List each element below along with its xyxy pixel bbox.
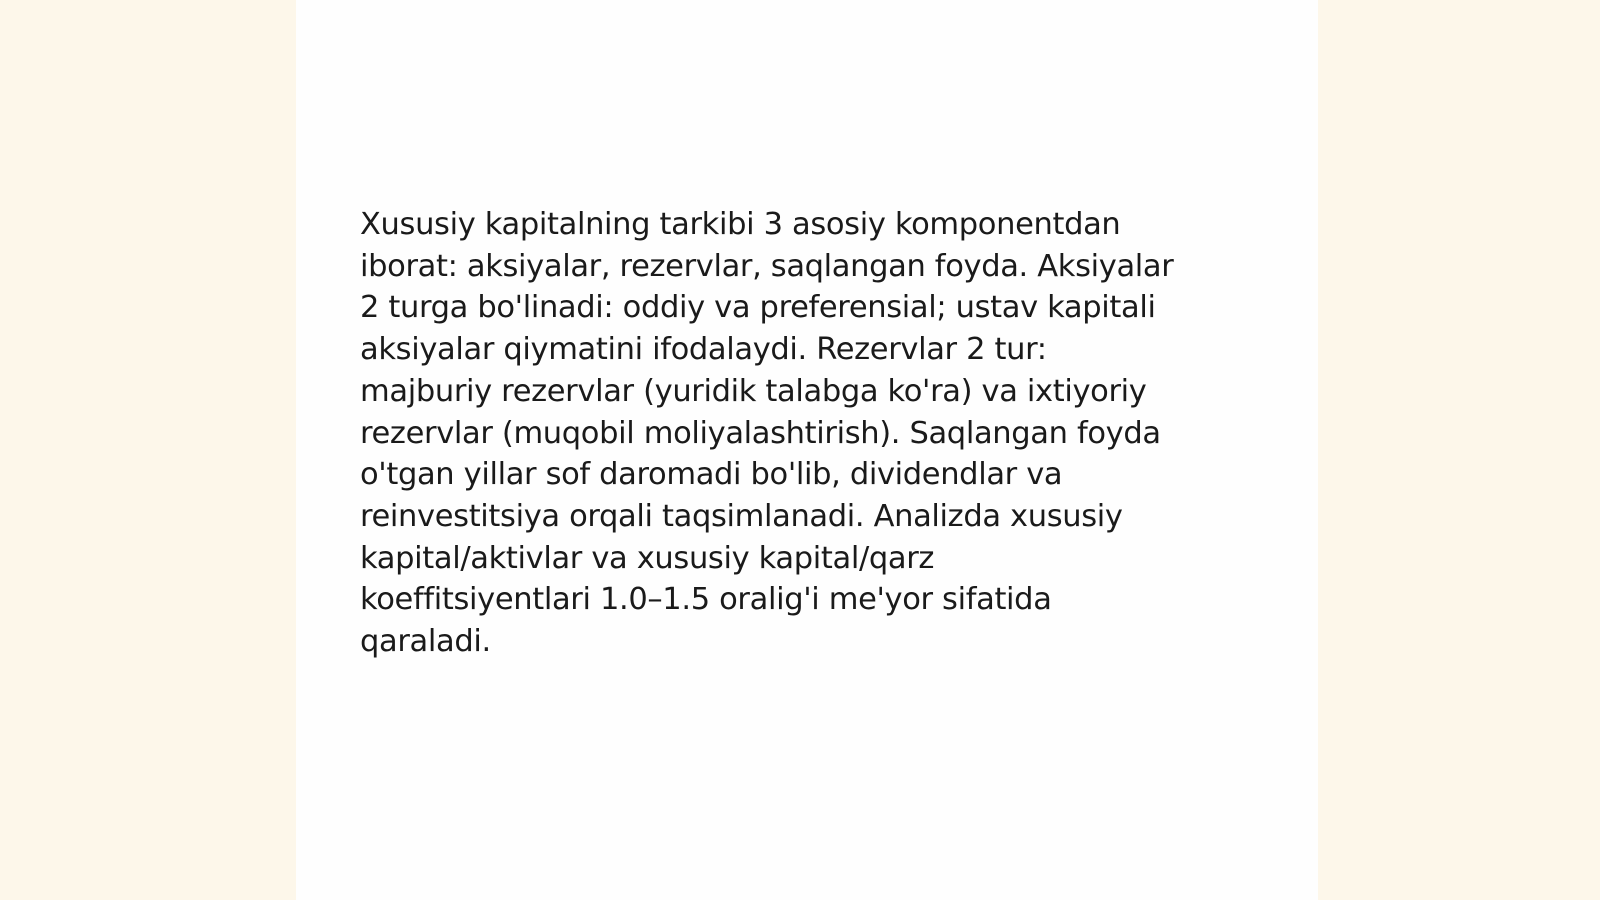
- slide: [296, 0, 1318, 900]
- slide-body-text: Xususiy kapitalning tarkibi 3 asosiy komponentdan iborat: aksiyalar, rezervlar, saqlangan foyda. Aksiyalar 2 turga bo'linadi: oddiy va preferensial; ustav kapitali aksiyalar qiymatini ifodalaydi. Rezervlar 2 tur: majburiy rezervlar (yuridik talabga ko'ra) va ixtiyoriy rezervlar (muqobil moliyalashtirish). Saqlangan foyda o'tgan yillar sof daromadi bo'lib, dividendlar va reinvestitsiya orqali taqsimlanadi. Analizda xususiy kapital/aktivlar va xususiy kapital/qarz koeffitsiyentlari 1.0–1.5 oralig'i me'yor sifatida qaraladi.: [360, 207, 1174, 660]
